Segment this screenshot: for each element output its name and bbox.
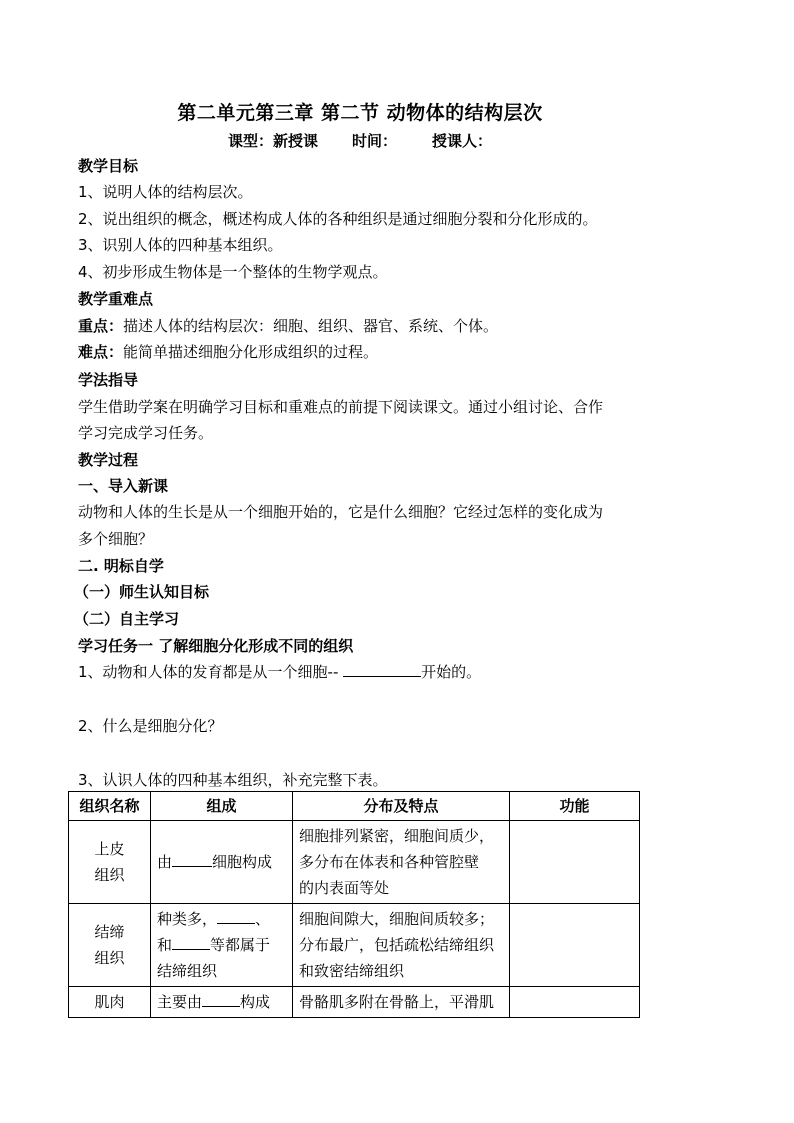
table-row <box>69 987 640 1018</box>
tissue-distribution: 骨骼肌多附在骨骼上，平滑肌 <box>293 987 510 1018</box>
method-text: 学生借助学案在明确学习目标和重难点的前提下阅读课文。通过小组讨论、合作 <box>78 398 604 416</box>
question-3: 3、认识人体的四种基本组织，补充完整下表。 <box>78 771 388 789</box>
objective-item: 1、说明人体的结构层次。 <box>78 183 253 201</box>
method-heading: 学法指导 <box>78 371 139 389</box>
objective-item: 3、识别人体的四种基本组织。 <box>78 236 283 254</box>
teacher-label: 授课人： <box>432 132 493 150</box>
page-title: 第二单元第三章 第二节 动物体的结构层次 <box>177 102 543 124</box>
table-row <box>69 904 640 987</box>
answer-blank[interactable] <box>202 992 240 1007</box>
table-row <box>69 821 640 904</box>
sub-heading: （一）师生认知目标 <box>74 583 210 601</box>
answer-blank[interactable] <box>172 935 210 950</box>
intro-text: 多个细胞？ <box>78 530 154 548</box>
table-header: 功能 <box>510 792 640 821</box>
table-header: 分布及特点 <box>293 792 510 821</box>
tissue-composition: 由 细胞构成 <box>151 821 293 904</box>
time-label: 时间： <box>352 132 398 150</box>
table-header-row <box>69 792 640 821</box>
key-label: 重点： <box>78 317 124 335</box>
tissue-name: 肌肉 <box>69 987 151 1018</box>
objectives-heading: 教学目标 <box>78 157 139 175</box>
objective-item: 2、说出组织的概念，概述构成人体的各种组织是通过细胞分裂和分化形成的。 <box>78 210 598 228</box>
tissue-name: 结缔 组织 <box>69 904 151 987</box>
tissue-composition: 主要由 构成 <box>151 987 293 1018</box>
intro-heading: 一、导入新课 <box>78 477 169 495</box>
answer-blank[interactable] <box>217 909 255 924</box>
key-points-heading: 教学重难点 <box>78 290 154 308</box>
key-point-line <box>78 316 498 336</box>
tissue-function[interactable] <box>510 987 640 1018</box>
tissue-distribution: 细胞排列紧密，细胞间质少， 多分布在体表和各种管腔壁 的内表面等处 <box>293 821 510 904</box>
section-heading: 二. 明标自学 <box>78 557 164 575</box>
tissue-name: 上皮 组织 <box>69 821 151 904</box>
question-2: 2、什么是细胞分化？ <box>78 717 223 735</box>
process-heading: 教学过程 <box>78 451 139 469</box>
difficulty-label: 难点： <box>78 343 124 361</box>
answer-blank[interactable] <box>172 852 212 867</box>
tissue-function[interactable] <box>510 904 640 987</box>
intro-text: 动物和人体的生长是从一个细胞开始的，它是什么细胞？它经过怎样的变化成为 <box>78 503 604 521</box>
table-header: 组织名称 <box>69 792 151 821</box>
objective-item: 4、初步形成生物体是一个整体的生物学观点。 <box>78 263 388 281</box>
question-1: 1、动物和人体的发育都是从一个细胞-- 开始的。 <box>78 663 482 681</box>
course-type: 课型：新授课 <box>228 132 319 150</box>
key-text: 描述人体的结构层次：细胞、组织、器官、系统、个体。 <box>123 317 499 335</box>
answer-blank[interactable] <box>343 662 421 677</box>
tissue-composition: 种类多， 、 和 等都属于 结缔组织 <box>151 904 293 987</box>
task-heading: 学习任务一 了解细胞分化形成不同的组织 <box>78 637 354 655</box>
method-text: 学习完成学习任务。 <box>78 424 214 442</box>
tissue-distribution: 细胞间隙大，细胞间质较多； 分布最广，包括疏松结缔组织 和致密结缔组织 <box>293 904 510 987</box>
tissue-table <box>68 791 640 1018</box>
sub-heading: （二）自主学习 <box>74 610 180 628</box>
tissue-function[interactable] <box>510 821 640 904</box>
difficulty-line <box>78 342 378 362</box>
table-header: 组成 <box>151 792 293 821</box>
difficulty-text: 能简单描述细胞分化形成组织的过程。 <box>123 343 379 361</box>
